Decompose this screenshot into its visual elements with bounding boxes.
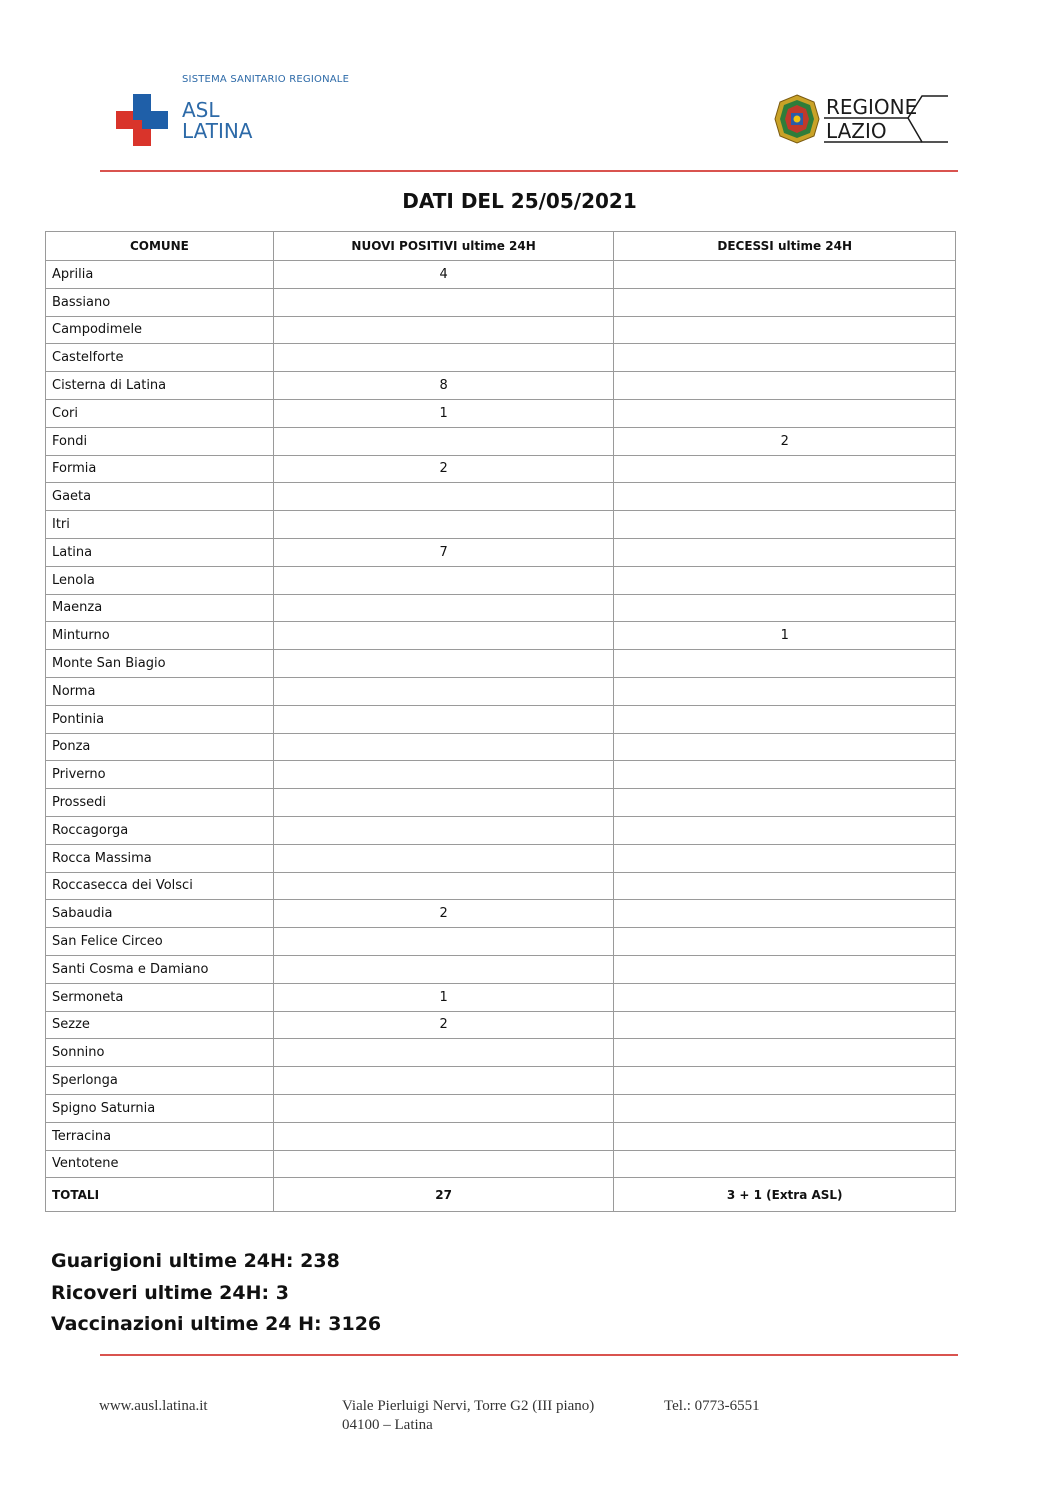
cell-comune: Cori [46, 399, 274, 427]
cell-decessi [614, 928, 956, 956]
table-row [46, 983, 956, 1011]
cell-decessi [614, 650, 956, 678]
table-row [46, 733, 956, 761]
cell-comune: Sezze [46, 1011, 274, 1039]
table-row [46, 650, 956, 678]
cell-positivi [273, 1094, 614, 1122]
cell-decessi [614, 955, 956, 983]
cell-decessi [614, 872, 956, 900]
summary-guarigioni: Guarigioni ultime 24H: 238 [51, 1250, 340, 1272]
table-row [46, 1067, 956, 1095]
cell-comune: Santi Cosma e Damiano [46, 955, 274, 983]
cell-decessi [614, 816, 956, 844]
asl-name [182, 100, 253, 142]
footer-address [342, 1397, 594, 1435]
cell-positivi [273, 594, 614, 622]
cell-positivi [273, 928, 614, 956]
cell-decessi [614, 511, 956, 539]
cell-positivi: 2 [273, 1011, 614, 1039]
red-cross-icon [116, 94, 168, 146]
cell-comune: Monte San Biagio [46, 650, 274, 678]
cell-decessi [614, 1094, 956, 1122]
table-row [46, 761, 956, 789]
column-header-positivi: NUOVI POSITIVI ultime 24H [273, 232, 614, 261]
cell-positivi [273, 316, 614, 344]
cell-positivi: 1 [273, 983, 614, 1011]
page-title: DATI DEL 25/05/2021 [402, 189, 637, 213]
cell-comune: Spigno Saturnia [46, 1094, 274, 1122]
cell-decessi [614, 1122, 956, 1150]
lazio-emblem-icon [774, 94, 820, 144]
cell-positivi [273, 761, 614, 789]
cell-positivi: 1 [273, 399, 614, 427]
footer-address-line1: Viale Pierluigi Nervi, Torre G2 (III piano) [342, 1398, 595, 1414]
footer-divider [100, 1354, 958, 1356]
cell-positivi: 4 [273, 261, 614, 289]
cell-positivi: 2 [273, 900, 614, 928]
cell-comune: Minturno [46, 622, 274, 650]
table-row [46, 594, 956, 622]
lazio-name [826, 95, 917, 143]
cell-positivi [273, 622, 614, 650]
cell-comune: San Felice Circeo [46, 928, 274, 956]
table-row [46, 1094, 956, 1122]
summary-ricoveri: Ricoveri ultime 24H: 3 [51, 1282, 289, 1304]
table-row [46, 816, 956, 844]
cell-positivi [273, 844, 614, 872]
cell-decessi [614, 1150, 956, 1178]
cell-decessi [614, 1011, 956, 1039]
cell-comune: Sermoneta [46, 983, 274, 1011]
table-row [46, 344, 956, 372]
cell-decessi [614, 983, 956, 1011]
asl-name-line1: ASL [182, 98, 220, 122]
cell-decessi [614, 677, 956, 705]
table-row [46, 316, 956, 344]
totals-positivi: 27 [273, 1178, 614, 1212]
cell-decessi [614, 316, 956, 344]
asl-name-line2: LATINA [182, 119, 253, 143]
lazio-name-line1: REGIONE [826, 95, 918, 119]
cell-comune: Priverno [46, 761, 274, 789]
table-row [46, 511, 956, 539]
cell-decessi [614, 455, 956, 483]
footer-phone: Tel.: 0773-6551 [664, 1398, 760, 1414]
cell-positivi [273, 733, 614, 761]
cell-positivi [273, 789, 614, 817]
cell-comune: Terracina [46, 1122, 274, 1150]
cell-positivi: 2 [273, 455, 614, 483]
cell-comune: Roccagorga [46, 816, 274, 844]
cell-comune: Sperlonga [46, 1067, 274, 1095]
cell-positivi: 8 [273, 372, 614, 400]
table-header-row [46, 232, 956, 261]
cell-comune: Ponza [46, 733, 274, 761]
cell-comune: Norma [46, 677, 274, 705]
cell-decessi [614, 1067, 956, 1095]
cell-comune: Maenza [46, 594, 274, 622]
table-row [46, 928, 956, 956]
cell-decessi: 2 [614, 427, 956, 455]
totals-label: TOTALI [46, 1178, 274, 1212]
cell-comune: Roccasecca dei Volsci [46, 872, 274, 900]
cell-comune: Ventotene [46, 1150, 274, 1178]
cell-comune: Cisterna di Latina [46, 372, 274, 400]
table-row [46, 399, 956, 427]
table-row [46, 538, 956, 566]
regione-lazio-logo [774, 92, 954, 148]
cell-decessi [614, 761, 956, 789]
table-row [46, 900, 956, 928]
table-row [46, 622, 956, 650]
footer-website: www.ausl.latina.it [99, 1398, 208, 1414]
cell-decessi [614, 288, 956, 316]
cell-positivi [273, 872, 614, 900]
table-row [46, 483, 956, 511]
cell-decessi [614, 900, 956, 928]
table-row [46, 705, 956, 733]
cell-comune: Fondi [46, 427, 274, 455]
table-row [46, 261, 956, 289]
cell-decessi [614, 733, 956, 761]
table-row [46, 872, 956, 900]
summary-vaccinazioni: Vaccinazioni ultime 24 H: 3126 [51, 1313, 382, 1335]
table-row [46, 455, 956, 483]
table-row [46, 288, 956, 316]
table-row [46, 1150, 956, 1178]
column-header-decessi: DECESSI ultime 24H [614, 232, 956, 261]
cell-decessi [614, 538, 956, 566]
cell-positivi [273, 1122, 614, 1150]
cell-decessi [614, 344, 956, 372]
cell-comune: Castelforte [46, 344, 274, 372]
table-row [46, 1039, 956, 1067]
cell-comune: Gaeta [46, 483, 274, 511]
cell-decessi [614, 594, 956, 622]
cell-comune: Sonnino [46, 1039, 274, 1067]
cell-positivi [273, 1067, 614, 1095]
cell-comune: Latina [46, 538, 274, 566]
cell-positivi [273, 650, 614, 678]
cell-positivi [273, 1150, 614, 1178]
totals-decessi: 3 + 1 (Extra ASL) [614, 1178, 956, 1212]
cell-positivi [273, 511, 614, 539]
cell-comune: Bassiano [46, 288, 274, 316]
cell-decessi [614, 566, 956, 594]
cell-comune: Sabaudia [46, 900, 274, 928]
table-row [46, 1122, 956, 1150]
footer-address-line2: 04100 – Latina [342, 1417, 433, 1433]
table-row [46, 372, 956, 400]
table-row [46, 677, 956, 705]
cell-decessi: 1 [614, 622, 956, 650]
table-body [46, 261, 956, 1212]
table-row [46, 955, 956, 983]
cell-positivi [273, 816, 614, 844]
lazio-name-line2: LAZIO [826, 119, 887, 143]
cell-decessi [614, 483, 956, 511]
cell-positivi [273, 288, 614, 316]
table-row [46, 566, 956, 594]
cell-decessi [614, 705, 956, 733]
table-row [46, 789, 956, 817]
cell-comune: Lenola [46, 566, 274, 594]
cell-comune: Campodimele [46, 316, 274, 344]
cell-positivi [273, 483, 614, 511]
column-header-comune: COMUNE [46, 232, 274, 261]
table-row [46, 844, 956, 872]
cell-comune: Itri [46, 511, 274, 539]
cell-positivi [273, 344, 614, 372]
table-row [46, 427, 956, 455]
cell-positivi [273, 427, 614, 455]
cell-decessi [614, 844, 956, 872]
header-divider [100, 170, 958, 172]
cell-comune: Prossedi [46, 789, 274, 817]
cell-decessi [614, 1039, 956, 1067]
cell-decessi [614, 261, 956, 289]
totals-row [46, 1178, 956, 1212]
cell-positivi [273, 677, 614, 705]
asl-latina-logo [116, 74, 366, 154]
cell-comune: Formia [46, 455, 274, 483]
cell-decessi [614, 399, 956, 427]
cell-comune: Aprilia [46, 261, 274, 289]
cell-decessi [614, 789, 956, 817]
cell-positivi [273, 955, 614, 983]
cell-positivi [273, 705, 614, 733]
cell-comune: Rocca Massima [46, 844, 274, 872]
cell-positivi [273, 566, 614, 594]
asl-system-label: SISTEMA SANITARIO REGIONALE [182, 74, 350, 85]
cell-positivi: 7 [273, 538, 614, 566]
table-row [46, 1011, 956, 1039]
cell-comune: Pontinia [46, 705, 274, 733]
comuni-table [45, 231, 956, 1212]
cell-positivi [273, 1039, 614, 1067]
cell-decessi [614, 372, 956, 400]
